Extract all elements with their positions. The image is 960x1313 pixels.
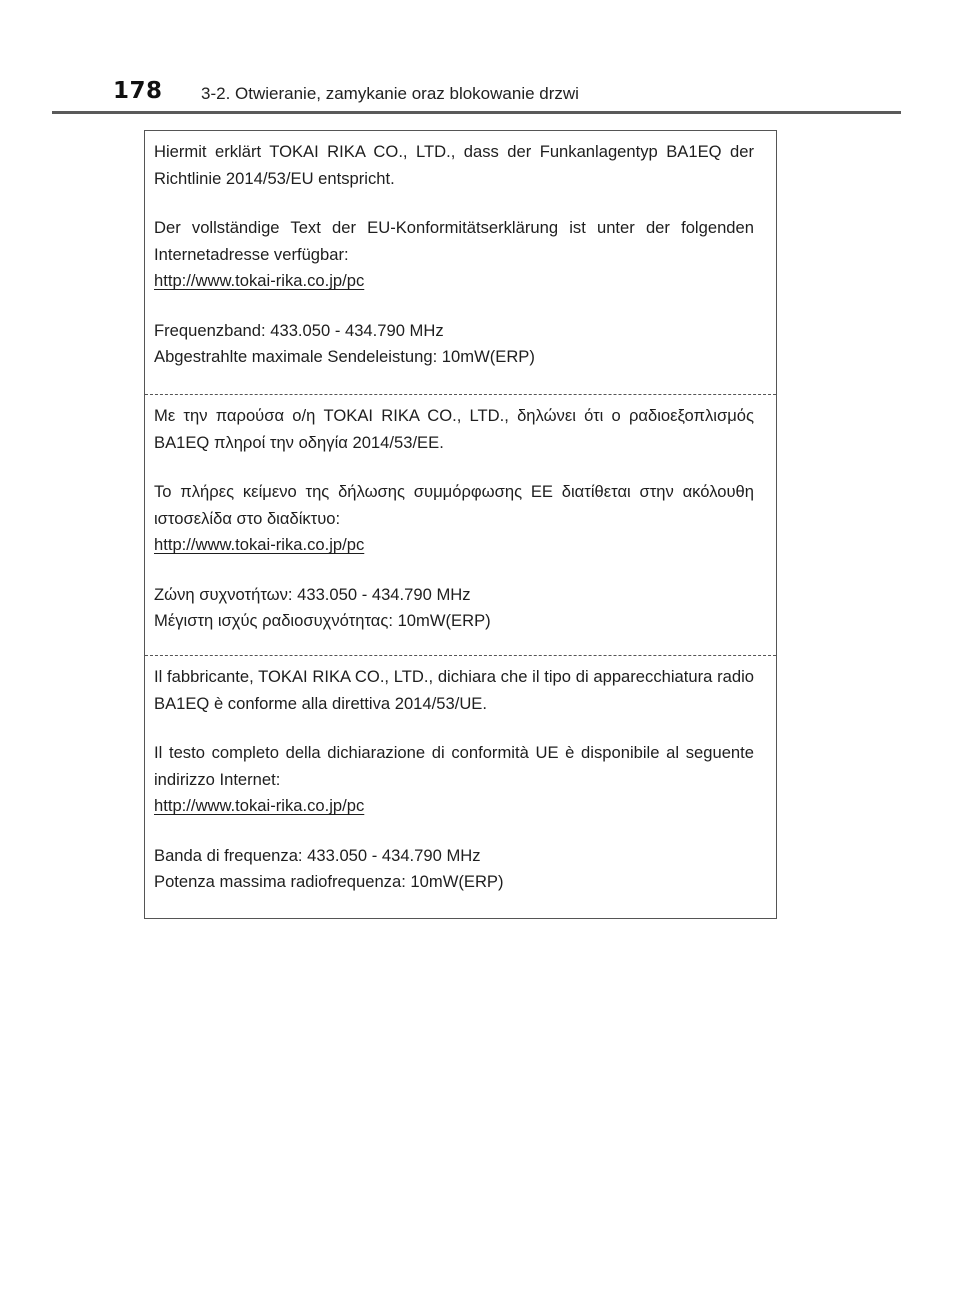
declaration-statement: Hiermit erklärt TOKAI RIKA CO., LTD., dass der Funkanlagentyp BA1EQ der Richtlinie 2014/53/EU entspricht.	[154, 142, 754, 188]
page-number: 178	[113, 78, 163, 104]
declaration-italian	[145, 655, 776, 918]
section-title: 3-2. Otwieranie, zamykanie oraz blokowanie drzwi	[201, 84, 579, 103]
declaration-statement: Il fabbricante, TOKAI RIKA CO., LTD., dichiara che il tipo di apparecchiatura radio BA1EQ è conforme alla direttiva 2014/53/UE.	[154, 667, 754, 713]
declaration-german	[145, 131, 776, 394]
declaration-availability: Το πλήρες κείμενο της δήλωσης συμμόρφωσης ΕΕ διατίθεται στην ακόλουθη ιστοσελίδα στο διαδίκτυο:	[154, 482, 754, 528]
max-power: Potenza massima radiofrequenza: 10mW(ERP)	[154, 872, 504, 891]
max-power: Μέγιστη ισχύς ραδιοσυχνότητας: 10mW(ERP)	[154, 611, 491, 630]
declaration-url-link[interactable]: http://www.tokai-rika.co.jp/pc	[154, 796, 365, 815]
frequency-band: Banda di frequenza: 433.050 - 434.790 MHz	[154, 845, 481, 865]
declaration-url-link[interactable]: http://www.tokai-rika.co.jp/pc	[154, 535, 365, 554]
declaration-statement: Με την παρούσα ο/η TOKAI RIKA CO., LTD., δηλώνει ότι ο ραδιοεξοπλισμός BA1EQ πληροί την οδηγία 2014/53/ΕΕ.	[154, 406, 754, 452]
declaration-availability: Der vollständige Text der EU-Konformitätserklärung ist unter der folgenden Internetadresse verfügbar:	[154, 218, 754, 264]
declaration-greek	[145, 394, 776, 655]
page-header	[0, 0, 960, 116]
max-power: Abgestrahlte maximale Sendeleistung: 10mW(ERP)	[154, 347, 535, 366]
header-rule	[52, 111, 901, 114]
declaration-box	[144, 130, 777, 919]
declaration-availability: Il testo completo della dichiarazione di conformità UE è disponibile al seguente indirizzo Internet:	[154, 743, 754, 789]
frequency-band: Frequenzband: 433.050 - 434.790 MHz	[154, 320, 444, 340]
frequency-band: Ζώνη συχνοτήτων: 433.050 - 434.790 MHz	[154, 584, 471, 604]
declaration-url-link[interactable]: http://www.tokai-rika.co.jp/pc	[154, 271, 365, 290]
